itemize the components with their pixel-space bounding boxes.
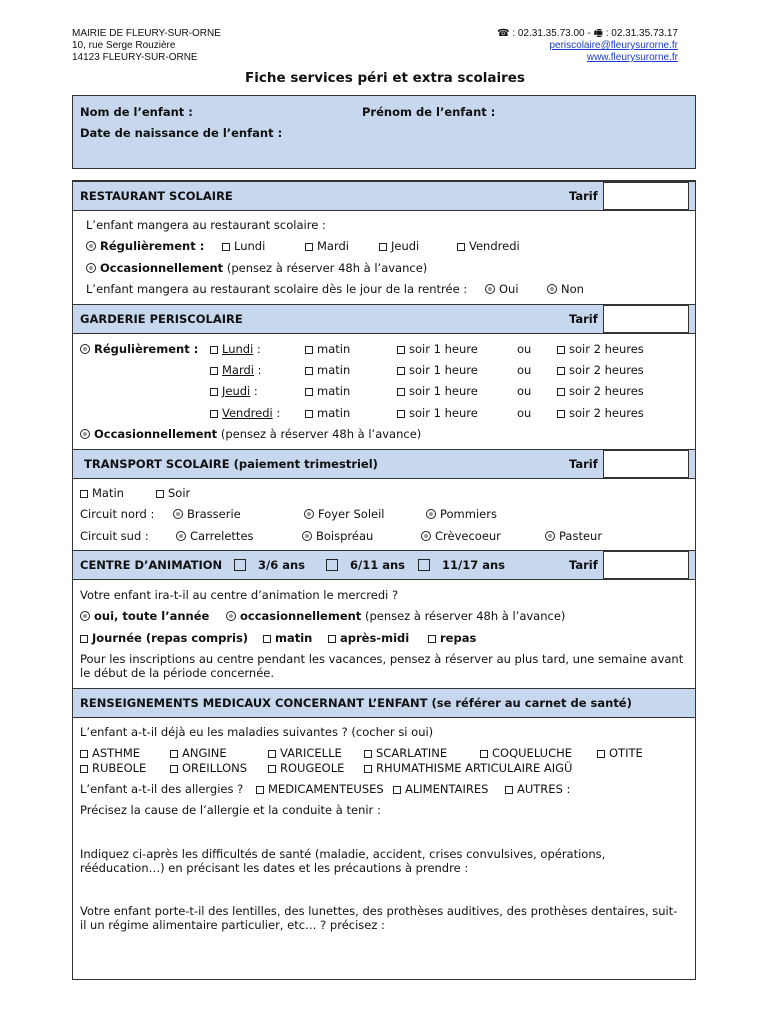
jeudi-soir2[interactable]: soir 2 heures bbox=[557, 384, 644, 398]
restaurant-occasional-label: Occasionnellement bbox=[100, 261, 224, 275]
disease-rougeole[interactable]: ROUGEOLE bbox=[268, 761, 344, 775]
contact-email-link[interactable]: periscolaire@fleurysurorne.fr bbox=[549, 40, 678, 51]
radio-icon[interactable] bbox=[545, 531, 555, 541]
checkbox-icon[interactable] bbox=[80, 765, 88, 773]
checkbox-icon[interactable] bbox=[328, 635, 336, 643]
radio-all-year[interactable] bbox=[80, 611, 90, 621]
checkbox-icon[interactable] bbox=[505, 786, 513, 794]
checkbox-icon[interactable] bbox=[364, 765, 372, 773]
day-vendredi[interactable]: Vendredi bbox=[457, 239, 520, 253]
garderie-row-jeudi[interactable]: Jeudi : bbox=[210, 384, 258, 398]
checkbox-icon[interactable] bbox=[80, 750, 88, 758]
restaurant-rentree-question: L’enfant mangera au restaurant scolaire dès le jour de la rentrée : bbox=[86, 282, 468, 296]
checkbox-icon[interactable] bbox=[557, 367, 565, 375]
checkbox-icon[interactable] bbox=[379, 243, 387, 251]
checkbox-icon[interactable] bbox=[457, 243, 465, 251]
radio-icon[interactable] bbox=[302, 531, 312, 541]
day-mardi[interactable]: Mardi bbox=[305, 239, 349, 253]
restaurant-tarif-label: Tarif bbox=[569, 189, 598, 203]
vacances-note-line2: le début de la période concernée. bbox=[80, 666, 275, 680]
radio-icon[interactable] bbox=[173, 509, 183, 519]
disease-otite[interactable]: OTITE bbox=[597, 746, 643, 760]
mardi-soir2[interactable]: soir 2 heures bbox=[557, 363, 644, 377]
ou-label: ou bbox=[517, 342, 532, 356]
checkbox-icon[interactable] bbox=[305, 243, 313, 251]
checkbox-icon[interactable] bbox=[397, 410, 405, 418]
checkbox-icon[interactable] bbox=[210, 388, 218, 396]
checkbox-icon[interactable] bbox=[397, 367, 405, 375]
radio-occasional[interactable] bbox=[86, 263, 96, 273]
age-11-17[interactable]: 11/17 ans bbox=[418, 558, 505, 572]
disease-varicelle[interactable]: VARICELLE bbox=[268, 746, 342, 760]
garderie-regular-label: Régulièrement : bbox=[94, 342, 199, 356]
day-jeudi[interactable]: Jeudi bbox=[379, 239, 419, 253]
checkbox-icon[interactable] bbox=[418, 559, 430, 571]
devices-line1: Votre enfant porte-t-il des lentilles, des lunettes, des prothèses auditives, des prothèses dentaires, suit- bbox=[80, 904, 678, 918]
checkbox-icon[interactable] bbox=[268, 750, 276, 758]
difficulties-line1: Indiquez ci-après les difficultés de santé (maladie, accident, crises convulsives, opérations, bbox=[80, 847, 606, 861]
radio-regular[interactable] bbox=[86, 241, 96, 251]
vendredi-soir2[interactable]: soir 2 heures bbox=[557, 406, 644, 420]
disease-coqueluche[interactable]: COQUELUCHE bbox=[480, 746, 572, 760]
child-dob-label: Date de naissance de l’enfant : bbox=[80, 126, 283, 140]
sud-boispreau[interactable]: Boispréau bbox=[302, 529, 373, 543]
checkbox-icon[interactable] bbox=[305, 388, 313, 396]
disease-oreillons[interactable]: OREILLONS bbox=[170, 761, 247, 775]
checkbox-icon[interactable] bbox=[364, 750, 372, 758]
checkbox-icon[interactable] bbox=[557, 346, 565, 354]
devices-line2: il un régime alimentaire particulier, etc… ? précisez : bbox=[80, 918, 385, 932]
sud-carrelettes[interactable]: Carrelettes bbox=[176, 529, 254, 543]
jeudi-matin[interactable]: matin bbox=[305, 384, 350, 398]
transport-tarif-label: Tarif bbox=[569, 457, 598, 471]
checkbox-icon[interactable] bbox=[428, 635, 436, 643]
animation-question: Votre enfant ira-t-il au centre d’animation le mercredi ? bbox=[80, 588, 399, 602]
lundi-soir1[interactable]: soir 1 heure bbox=[397, 342, 478, 356]
allergies-question: L’enfant a-t-il des allergies ? bbox=[80, 782, 244, 796]
mardi-matin[interactable]: matin bbox=[305, 363, 350, 377]
circuit-nord-label: Circuit nord : bbox=[80, 507, 155, 521]
animation-tarif-field[interactable] bbox=[603, 551, 689, 579]
org-name: MAIRIE DE FLEURY-SUR-ORNE bbox=[72, 28, 221, 39]
checkbox-icon[interactable] bbox=[397, 388, 405, 396]
disease-rubeole[interactable]: RUBEOLE bbox=[80, 761, 146, 775]
vendredi-soir1[interactable]: soir 1 heure bbox=[397, 406, 478, 420]
disease-rhumatisme[interactable]: RHUMATHISME ARTICULAIRE AIGÜ bbox=[364, 761, 572, 775]
checkbox-icon[interactable] bbox=[397, 346, 405, 354]
checkbox-icon[interactable] bbox=[234, 559, 246, 571]
restaurant-regular-label: Régulièrement : bbox=[100, 239, 205, 253]
child-firstname-label: Prénom de l’enfant : bbox=[362, 105, 496, 119]
checkbox-icon[interactable] bbox=[557, 388, 565, 396]
transport-title: TRANSPORT SCOLAIRE (paiement trimestriel) bbox=[84, 457, 378, 471]
option-matin[interactable]: matin bbox=[263, 631, 312, 645]
contact-phone: ☎ : 02.31.35.73.00 - 🖷 : 02.31.35.73.17 bbox=[497, 28, 678, 39]
age-3-6[interactable]: 3/6 ans bbox=[234, 558, 305, 572]
option-repas[interactable]: repas bbox=[428, 631, 476, 645]
allergy-cause-label: Précisez la cause de l’allergie et la conduite à tenir : bbox=[80, 803, 381, 817]
option-journee[interactable]: Journée (repas compris) bbox=[80, 631, 248, 645]
garderie-occasional-label: Occasionnellement bbox=[94, 427, 218, 441]
radio-icon[interactable] bbox=[547, 284, 557, 294]
checkbox-icon[interactable] bbox=[170, 750, 178, 758]
radio-regular[interactable] bbox=[80, 344, 90, 354]
nord-brasserie[interactable]: Brasserie bbox=[173, 507, 241, 521]
page-title: Fiche services péri et extra scolaires bbox=[245, 70, 525, 86]
checkbox-icon[interactable] bbox=[80, 490, 88, 498]
garderie-row-mardi[interactable]: Mardi : bbox=[210, 363, 262, 377]
org-city: 14123 FLEURY-SUR-ORNE bbox=[72, 52, 198, 63]
difficulties-line2: rééducation…) en précisant les dates et les précautions à prendre : bbox=[80, 861, 469, 875]
checkbox-icon[interactable] bbox=[597, 750, 605, 758]
radio-icon[interactable] bbox=[176, 531, 186, 541]
radio-icon[interactable] bbox=[426, 509, 436, 519]
website-link[interactable]: www.fleurysurorne.fr bbox=[586, 52, 678, 63]
garderie-title: GARDERIE PERISCOLAIRE bbox=[80, 312, 243, 326]
garderie-row-vendredi[interactable]: Vendredi : bbox=[210, 406, 280, 420]
animation-tarif-label: Tarif bbox=[569, 558, 598, 572]
rentree-oui[interactable]: Oui bbox=[485, 282, 519, 296]
checkbox-icon[interactable] bbox=[256, 786, 264, 794]
day-lundi[interactable]: Lundi bbox=[222, 239, 265, 253]
checkbox-icon[interactable] bbox=[222, 243, 230, 251]
sud-crevecoeur[interactable]: Crèvecoeur bbox=[421, 529, 501, 543]
vacances-note-line1: Pour les inscriptions au centre pendant les vacances, pensez à réserver au plus tard, une semaine avant bbox=[80, 652, 684, 666]
checkbox-icon[interactable] bbox=[326, 559, 338, 571]
age-6-11[interactable]: 6/11 ans bbox=[326, 558, 405, 572]
garderie-tarif-label: Tarif bbox=[569, 312, 598, 326]
transport-tarif-field[interactable] bbox=[603, 450, 689, 478]
radio-icon[interactable] bbox=[304, 509, 314, 519]
radio-occasional[interactable] bbox=[226, 611, 236, 621]
disease-scarlatine[interactable]: SCARLATINE bbox=[364, 746, 447, 760]
allergy-autres[interactable]: AUTRES : bbox=[505, 782, 570, 796]
garderie-tarif-field[interactable] bbox=[603, 305, 689, 333]
checkbox-icon[interactable] bbox=[268, 765, 276, 773]
checkbox-icon[interactable] bbox=[210, 346, 218, 354]
restaurant-tarif-field[interactable] bbox=[603, 182, 689, 210]
rentree-non[interactable]: Non bbox=[547, 282, 584, 296]
checkbox-icon[interactable] bbox=[393, 786, 401, 794]
medical-title: RENSEIGNEMENTS MEDICAUX CONCERNANT L’ENFANT (se référer au carnet de santé) bbox=[80, 696, 632, 710]
all-year-label: oui, toute l’année bbox=[94, 609, 210, 623]
sud-pasteur[interactable]: Pasteur bbox=[545, 529, 602, 543]
option-apres-midi[interactable]: après-midi bbox=[328, 631, 409, 645]
vendredi-matin[interactable]: matin bbox=[305, 406, 350, 420]
restaurant-intro: L’enfant mangera au restaurant scolaire : bbox=[86, 218, 326, 232]
transport-soir[interactable]: Soir bbox=[156, 486, 190, 500]
jeudi-soir1[interactable]: soir 1 heure bbox=[397, 384, 478, 398]
radio-icon[interactable] bbox=[485, 284, 495, 294]
radio-occasional[interactable] bbox=[80, 429, 90, 439]
child-lastname-label: Nom de l’enfant : bbox=[80, 105, 193, 119]
checkbox-icon[interactable] bbox=[210, 410, 218, 418]
ou-label: ou bbox=[517, 406, 532, 420]
diseases-question: L’enfant a-t-il déjà eu les maladies suivantes ? (cocher si oui) bbox=[80, 725, 434, 739]
mardi-soir1[interactable]: soir 1 heure bbox=[397, 363, 478, 377]
checkbox-icon[interactable] bbox=[480, 750, 488, 758]
checkbox-icon[interactable] bbox=[210, 367, 218, 375]
nord-foyer-soleil[interactable]: Foyer Soleil bbox=[304, 507, 385, 521]
checkbox-icon[interactable] bbox=[170, 765, 178, 773]
checkbox-icon[interactable] bbox=[263, 635, 271, 643]
animation-occasional-label: occasionnellement bbox=[240, 609, 362, 623]
circuit-sud-label: Circuit sud : bbox=[80, 529, 149, 543]
checkbox-icon[interactable] bbox=[80, 635, 88, 643]
garderie-row-lundi[interactable]: Lundi : bbox=[210, 342, 261, 356]
allergy-alimentaires[interactable]: ALIMENTAIRES bbox=[393, 782, 488, 796]
org-street: 10, rue Serge Rouzière bbox=[72, 40, 176, 51]
ou-label: ou bbox=[517, 363, 532, 377]
nord-pommiers[interactable]: Pommiers bbox=[426, 507, 497, 521]
checkbox-icon[interactable] bbox=[305, 410, 313, 418]
transport-matin[interactable]: Matin bbox=[80, 486, 124, 500]
allergy-medicamenteuses[interactable]: MEDICAMENTEUSES bbox=[256, 782, 384, 796]
checkbox-icon[interactable] bbox=[305, 367, 313, 375]
lundi-soir2[interactable]: soir 2 heures bbox=[557, 342, 644, 356]
restaurant-title: RESTAURANT SCOLAIRE bbox=[80, 189, 233, 203]
checkbox-icon[interactable] bbox=[156, 490, 164, 498]
ou-label: ou bbox=[517, 384, 532, 398]
checkbox-icon[interactable] bbox=[557, 410, 565, 418]
disease-asthme[interactable]: ASTHME bbox=[80, 746, 140, 760]
checkbox-icon[interactable] bbox=[305, 346, 313, 354]
disease-angine[interactable]: ANGINE bbox=[170, 746, 227, 760]
lundi-matin[interactable]: matin bbox=[305, 342, 350, 356]
radio-icon[interactable] bbox=[421, 531, 431, 541]
animation-title: CENTRE D’ANIMATION bbox=[80, 558, 223, 572]
